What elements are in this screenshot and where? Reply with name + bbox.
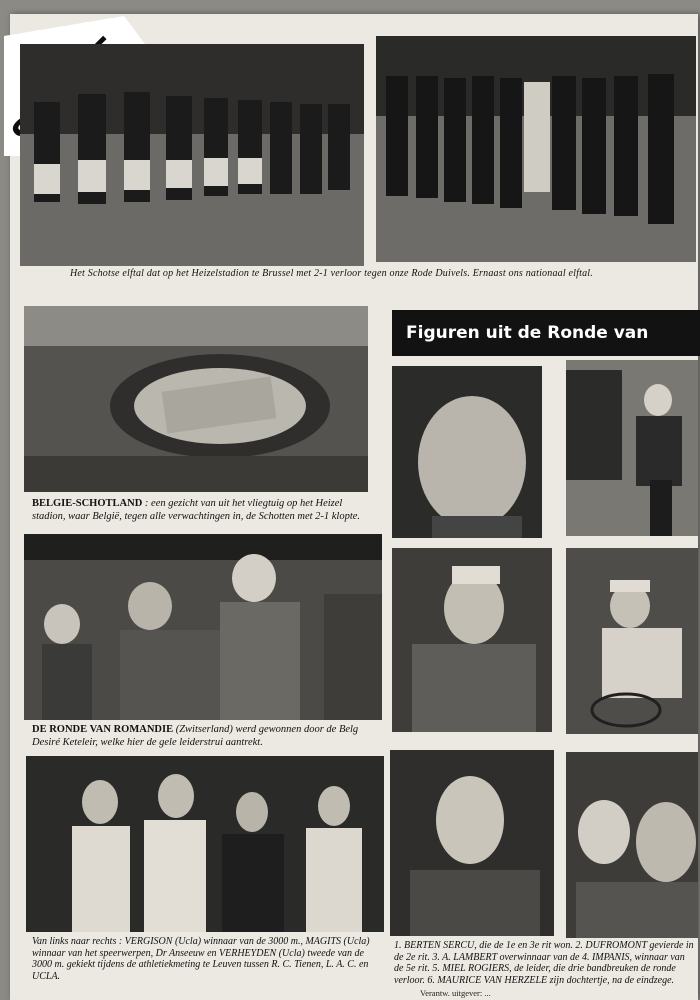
caption-athletics: Van links naar rechts : VERGISON (Ucla) winnaar van de 3000 m., MAGITS (Ucla) winnaar van het speerwerpen, Dr Anseeuw en VERHEYDEN (Ucla) tweede van de 3000 m. gekiekt tijdens de athletiekmeting te Leuven tussen R. C. Tienen, L. A. C. en UCLA. <box>32 936 370 982</box>
caption-stadium <box>32 498 364 523</box>
photo-rider-4-art <box>566 548 698 734</box>
magazine-page <box>10 14 698 1000</box>
photo-rider-5-art <box>390 750 554 936</box>
photo-rider-6-art <box>566 752 698 938</box>
photo-rider-6 <box>566 752 698 938</box>
photo-scottish-team-art <box>20 44 364 266</box>
photo-rider-5 <box>390 750 554 936</box>
photo-rider-2-art <box>566 360 698 536</box>
caption-stadium-bold: BELGIE-SCHOTLAND <box>32 498 143 509</box>
section-title: Figuren uit de Ronde van <box>392 310 700 356</box>
caption-stadium-rest: : een gezicht van uit het vliegtuig op het Heizel stadion, waar België, tegen alle verwachtingen in, de Schotten met 2-1 klopte. <box>32 498 361 522</box>
photo-scottish-team <box>20 44 364 266</box>
photo-romandie <box>24 534 382 720</box>
caption-romandie <box>32 724 372 749</box>
caption-romandie-rest: (Zwitserland) werd gewonnen door de Belg Desiré Keteleir, welke hier de gele leiderstrui aantrekt. <box>32 724 359 748</box>
photo-athletes-art <box>26 756 384 932</box>
footer-text: Verantw. uitgever: ... <box>420 988 491 998</box>
caption-top: Het Schotse elftal dat op het Heizelstadion te Brussel met 2-1 verloor tegen onze Rode Duivels. Ernaast ons nationaal elftal. <box>70 268 593 279</box>
photo-belgian-team <box>376 36 696 262</box>
photo-belgian-team-art <box>376 36 696 262</box>
photo-rider-3-art <box>392 548 552 732</box>
photo-rider-4 <box>566 548 698 734</box>
photo-heizel-aerial-art <box>24 306 368 492</box>
photo-athletes <box>26 756 384 932</box>
photo-rider-2 <box>566 360 698 536</box>
photo-heizel-aerial <box>24 306 368 492</box>
photo-rider-3 <box>392 548 552 732</box>
photo-rider-1 <box>392 366 542 538</box>
caption-romandie-bold: DE RONDE VAN ROMANDIE <box>32 724 174 735</box>
photo-rider-1-art <box>392 366 542 538</box>
photo-romandie-art <box>24 534 382 720</box>
caption-riders: 1. BERTEN SERCU, die de 1e en 3e rit won. 2. DUFROMONT gevierde in de 2e rit. 3. A. LAMBERT overwinnaar van de 4. IMPANIS, winnaar van de 5e rit. 5. MIEL ROGIERS, de leider, die drie bandbreuken de ronde verloor. 6. MAURICE VAN HERZELE zijn dochtertje, na de eindzege. <box>394 940 694 986</box>
